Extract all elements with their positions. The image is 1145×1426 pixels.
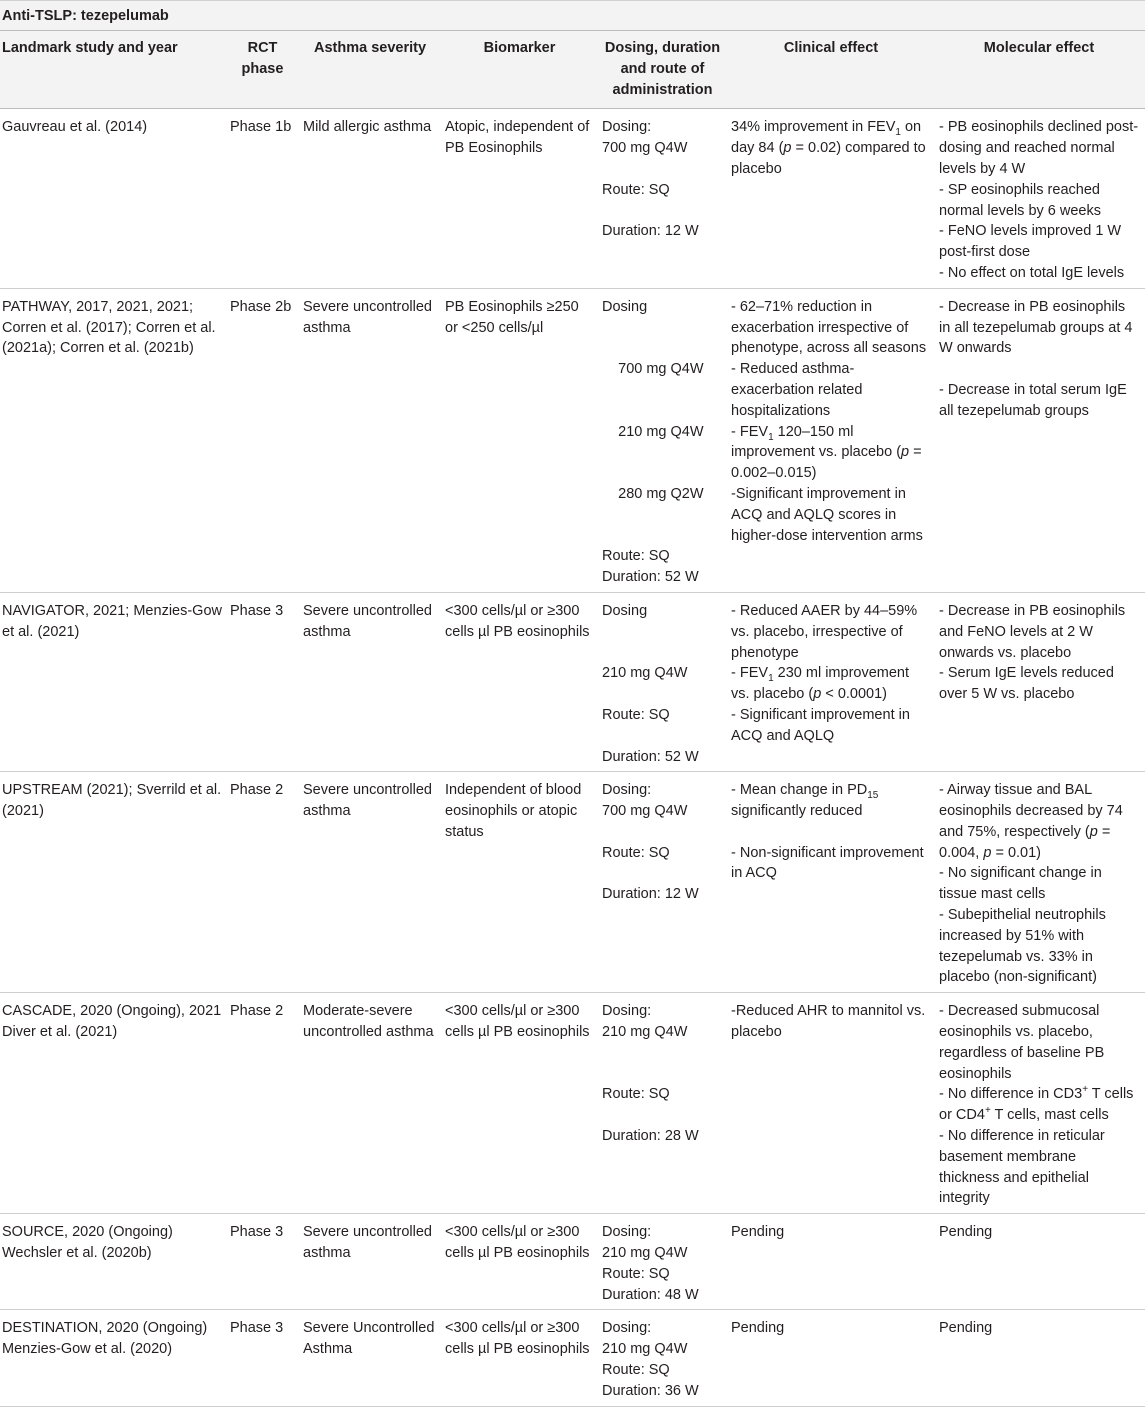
table-title: Anti-TSLP: tezepelumab <box>0 0 1145 31</box>
dosing-line: Route: SQ <box>602 1086 670 1103</box>
spacer <box>602 380 723 401</box>
cell-severity: Severe uncontrolled asthma <box>301 1214 443 1310</box>
cell-biomarker: <300 cells/µl or ≥300 cells µl PB eosinophils <box>443 1310 600 1406</box>
header-molecular: Molecular effect <box>937 31 1145 109</box>
spacer <box>602 622 723 643</box>
cell-severity: Mild allergic asthma <box>301 109 443 288</box>
spacer <box>602 822 723 843</box>
spacer <box>602 463 723 484</box>
header-phase: RCT phase <box>228 31 301 109</box>
cell-study: CASCADE, 2020 (Ongoing), 2021 Diver et al. (2021) <box>0 993 228 1214</box>
cell-molecular <box>937 1214 1145 1310</box>
molecular-line: - SP eosinophils reached normal levels by 6 weeks <box>939 181 1104 219</box>
cell-dosing <box>600 1310 729 1406</box>
clinical-line: Pending <box>731 1224 785 1241</box>
spacer <box>602 863 723 884</box>
dosing-line: 280 mg Q2W <box>602 485 704 502</box>
dosing-line: Route: SQ <box>602 706 670 723</box>
clinical-line: - Reduced AAER by 44–59% vs. placebo, irrespective of phenotype <box>731 602 922 661</box>
cell-clinical <box>729 993 937 1214</box>
cell-dosing <box>600 592 729 771</box>
spacer <box>602 526 723 547</box>
cell-severity: Severe uncontrolled asthma <box>301 288 443 592</box>
cell-phase: Phase 3 <box>228 1214 301 1310</box>
spacer <box>602 505 723 526</box>
clinical-line: - 62–71% reduction in exacerbation irrespective of phenotype, across all seasons <box>731 298 927 357</box>
molecular-line: - Decrease in PB eosinophils and FeNO levels at 2 W onwards vs. placebo <box>939 602 1130 661</box>
cell-dosing <box>600 1214 729 1310</box>
cell-phase: Phase 3 <box>228 592 301 771</box>
clinical-line: - Reduced asthma-exacerbation related hospitalizations <box>731 361 867 419</box>
cell-dosing <box>600 772 729 993</box>
molecular-line: - Airway tissue and BAL eosinophils decreased by 74 and 75%, respectively (p = 0.004, p = 0.01) <box>939 782 1127 861</box>
cell-molecular <box>937 109 1145 288</box>
cell-clinical <box>729 772 937 993</box>
header-biomarker: Biomarker <box>443 31 600 109</box>
spacer <box>602 684 723 705</box>
dosing-line: 700 mg Q4W <box>602 140 688 157</box>
molecular-line: - No significant change in tissue mast cells <box>939 865 1106 903</box>
cell-molecular <box>937 1310 1145 1406</box>
cell-molecular <box>937 993 1145 1214</box>
clinical-line: -Reduced AHR to mannitol vs. placebo <box>731 1003 930 1041</box>
spacer <box>602 159 723 180</box>
dosing-line: Duration: 12 W <box>602 223 699 240</box>
dosing-line: Duration: 52 W <box>602 569 699 586</box>
dosing-line: Duration: 28 W <box>602 1128 699 1145</box>
cell-phase: Phase 1b <box>228 109 301 288</box>
cell-clinical <box>729 1310 937 1406</box>
header-clinical: Clinical effect <box>729 31 937 109</box>
dosing-line: 210 mg Q4W <box>602 423 704 440</box>
table-row <box>0 993 1145 1214</box>
clinical-line: - Mean change in $PD_{15}$ significantly reduced <box>731 782 883 820</box>
cell-severity: Severe uncontrolled asthma <box>301 772 443 993</box>
spacer <box>602 726 723 747</box>
molecular-line: - No difference in CD3+ T cells or CD4+ T cells, mast cells <box>939 1084 1138 1124</box>
cell-study: SOURCE, 2020 (Ongoing) Wechsler et al. (2020b) <box>0 1214 228 1310</box>
spacer <box>602 201 723 222</box>
spacer <box>602 1043 723 1064</box>
cell-study: DESTINATION, 2020 (Ongoing) Menzies-Gow et al. (2020) <box>0 1310 228 1406</box>
clinical-line: - $FEV_1$ 120–150 ml improvement vs. placebo (p = 0.002–0.015) <box>731 423 926 482</box>
spacer <box>602 1064 723 1085</box>
molecular-line: Pending <box>939 1224 993 1241</box>
cell-phase: Phase 3 <box>228 1310 301 1406</box>
cell-phase: Phase 2b <box>228 288 301 592</box>
dosing-line: Duration: 48 W <box>602 1286 699 1303</box>
header-severity: Asthma severity <box>301 31 443 109</box>
cell-study: PATHWAY, 2017, 2021, 2021; Corren et al. (2017); Corren et al. (2021a); Corren et al. (2021b) <box>0 288 228 592</box>
spacer <box>602 318 723 339</box>
cell-severity: Severe Uncontrolled Asthma <box>301 1310 443 1406</box>
data-table <box>0 31 1145 1407</box>
cell-dosing <box>600 288 729 592</box>
cell-severity: Severe uncontrolled asthma <box>301 592 443 771</box>
molecular-line: - No effect on total IgE levels <box>939 264 1125 281</box>
table-row <box>0 772 1145 993</box>
spacer <box>939 359 1139 380</box>
table-header <box>0 31 1145 109</box>
cell-clinical <box>729 592 937 771</box>
cell-phase: Phase 2 <box>228 772 301 993</box>
molecular-line: - PB eosinophils declined post-dosing and reached normal levels by 4 W <box>939 119 1139 177</box>
cell-phase: Phase 2 <box>228 993 301 1214</box>
cell-study: UPSTREAM (2021); Sverrild et al. (2021) <box>0 772 228 993</box>
dosing-line: Dosing <box>602 298 648 315</box>
clinical-line: - $FEV_1$ 230 ml improvement vs. placebo (p < 0.0001) <box>731 665 914 703</box>
cell-molecular <box>937 288 1145 592</box>
clinical-line: 34% improvement in $FEV_1$ on day 84 (p = 0.02) compared to placebo <box>731 119 930 177</box>
dosing-line: Route: SQ <box>602 1362 670 1379</box>
cell-biomarker: <300 cells/µl or ≥300 cells µl PB eosinophils <box>443 1214 600 1310</box>
molecular-line: - Decreased submucosal eosinophils vs. placebo, regardless of baseline PB eosinophils <box>939 1003 1109 1082</box>
table-row <box>0 109 1145 288</box>
cell-molecular <box>937 592 1145 771</box>
cell-study: Gauvreau et al. (2014) <box>0 109 228 288</box>
cell-biomarker: Atopic, independent of PB Eosinophils <box>443 109 600 288</box>
molecular-line: - Decrease in total serum IgE all tezepelumab groups <box>939 381 1131 419</box>
dosing-line: Dosing: <box>602 1320 652 1337</box>
dosing-line: 210 mg Q4W <box>602 1341 688 1358</box>
cell-biomarker: PB Eosinophils ≥250 or <250 cells/µl <box>443 288 600 592</box>
cell-clinical <box>729 1214 937 1310</box>
cell-biomarker: Independent of blood eosinophils or atopic status <box>443 772 600 993</box>
dosing-line: Duration: 52 W <box>602 748 699 765</box>
cell-study: NAVIGATOR, 2021; Menzies-Gow et al. (2021) <box>0 592 228 771</box>
molecular-line: - Subepithelial neutrophils increased by 51% with tezepelumab vs. 33% in placebo (non-significant) <box>939 907 1110 986</box>
cell-clinical <box>729 288 937 592</box>
dosing-line: Dosing: <box>602 119 652 136</box>
spacer <box>602 442 723 463</box>
header-study: Landmark study and year <box>0 31 228 109</box>
clinical-line: - Non-significant improvement in ACQ <box>731 844 928 882</box>
dosing-line: 210 mg Q4W <box>602 1024 688 1041</box>
cell-molecular <box>937 772 1145 993</box>
molecular-line: Pending <box>939 1320 993 1337</box>
dosing-line: Dosing: <box>602 782 652 799</box>
dosing-line: Route: SQ <box>602 1265 670 1282</box>
molecular-line: - Decrease in PB eosinophils in all tezepelumab groups at 4 W onwards <box>939 298 1137 357</box>
dosing-line: 210 mg Q4W <box>602 1245 688 1262</box>
dosing-line: 210 mg Q4W <box>602 665 688 682</box>
spacer <box>602 643 723 664</box>
table-row <box>0 1214 1145 1310</box>
cell-dosing <box>600 109 729 288</box>
dosing-line: Duration: 12 W <box>602 886 699 903</box>
header-dosing: Dosing, duration and route of administration <box>600 31 729 109</box>
dosing-line: 700 mg Q4W <box>602 361 704 378</box>
table-row <box>0 1310 1145 1406</box>
molecular-line: - FeNO levels improved 1 W post-first dose <box>939 223 1126 261</box>
table-row <box>0 592 1145 771</box>
dosing-line: Route: SQ <box>602 548 670 565</box>
cell-severity: Moderate-severe uncontrolled asthma <box>301 993 443 1214</box>
spacer <box>731 822 931 843</box>
clinical-line: Pending <box>731 1320 785 1337</box>
table-body <box>0 109 1145 1406</box>
dosing-line: Dosing: <box>602 1224 652 1241</box>
spacer <box>602 401 723 422</box>
clinical-line: -Significant improvement in ACQ and AQLQ scores in higher-dose intervention arms <box>731 485 923 544</box>
molecular-line: - No difference in reticular basement membrane thickness and epithelial integrity <box>939 1128 1109 1207</box>
cell-biomarker: <300 cells/µl or ≥300 cells µl PB eosinophils <box>443 993 600 1214</box>
cell-dosing <box>600 993 729 1214</box>
clinical-line: - Significant improvement in ACQ and AQLQ <box>731 706 914 744</box>
dosing-line: Duration: 36 W <box>602 1382 699 1399</box>
spacer <box>602 338 723 359</box>
dosing-line: Route: SQ <box>602 844 670 861</box>
molecular-line: - Serum IgE levels reduced over 5 W vs. placebo <box>939 665 1118 703</box>
dosing-line: Route: SQ <box>602 181 670 198</box>
cell-biomarker: <300 cells/µl or ≥300 cells µl PB eosinophils <box>443 592 600 771</box>
dosing-line: 700 mg Q4W <box>602 803 688 820</box>
cell-clinical <box>729 109 937 288</box>
dosing-line: Dosing: <box>602 1003 652 1020</box>
spacer <box>602 1105 723 1126</box>
header-row <box>0 31 1145 109</box>
table-row <box>0 288 1145 592</box>
dosing-line: Dosing <box>602 602 648 619</box>
